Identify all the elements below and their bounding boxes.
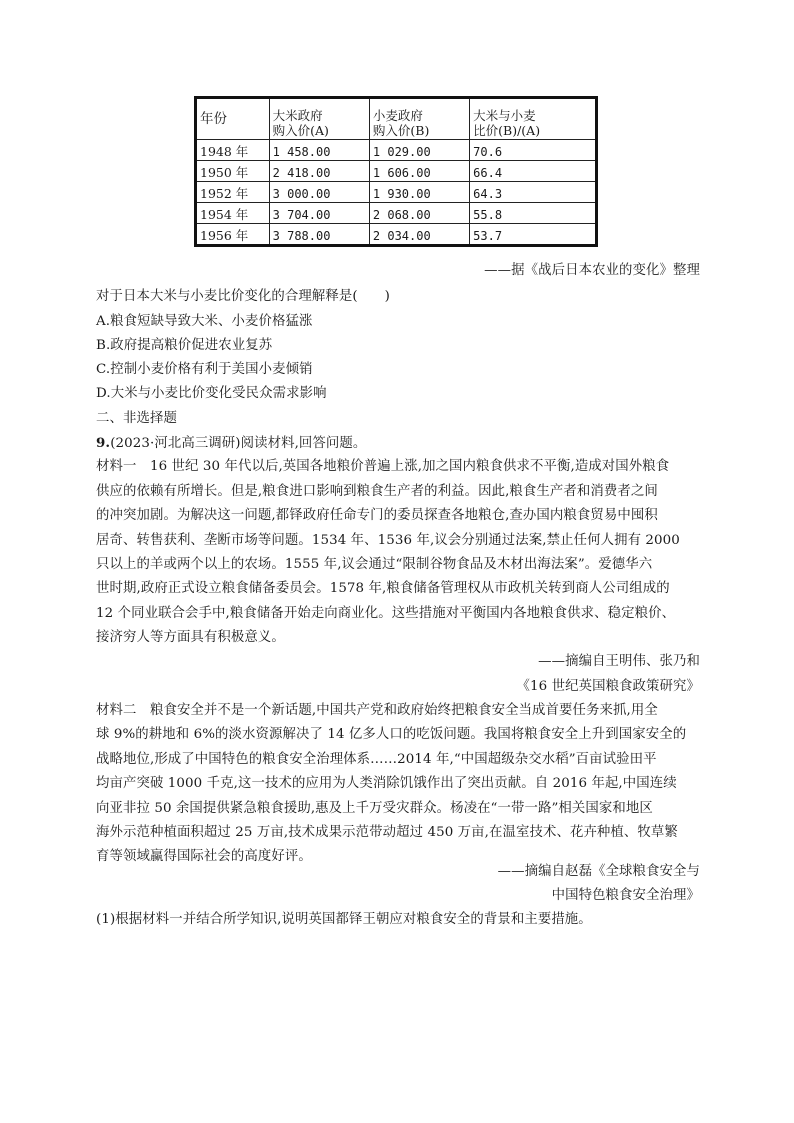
cell-rice: 3 788.00	[269, 224, 369, 246]
header-rice-price: 大米政府 购入价(A)	[269, 98, 369, 140]
table-row	[196, 161, 597, 182]
material1-line: 供应的依赖有所增长。但是,粮食进口影响到粮食生产者的利益。因此,粮食生产者和消费者之间	[96, 484, 658, 499]
cell-wheat: 1 930.00	[369, 182, 469, 203]
cell-year: 1950 年	[196, 161, 270, 182]
table-row	[196, 203, 597, 224]
material2-source-author: ——摘编自赵磊《全球粮食安全与	[497, 864, 700, 879]
material1-line: 世时期,政府正式设立粮食储备委员会。1578 年,粮食储备管理权从市政机关转到商人公司组成的	[96, 581, 670, 596]
material2-line: 育等领域赢得国际社会的高度好评。	[96, 849, 312, 864]
question8-option-d: D.大米与小麦比价变化受民众需求影响	[96, 386, 327, 401]
table-row	[196, 182, 597, 203]
cell-wheat: 2 034.00	[369, 224, 469, 246]
material2-line: 均亩产突破 1000 千克,这一技术的应用为人类消除饥饿作出了突出贡献。自 2016 年起,中国连续	[96, 776, 677, 791]
question9-number: 9.	[96, 435, 111, 451]
material2-line: 材料二 粮食安全并不是一个新话题,中国共产党和政府始终把粮食安全当成首要任务来抓,用全	[96, 703, 658, 718]
material1-source-author: ——摘编自王明伟、张乃和	[538, 654, 700, 669]
material2-line: 海外示范种植面积超过 25 万亩,技术成果示范带动超过 450 万亩,在温室技术、花卉种植、牧草繁	[96, 825, 678, 840]
material2-line: 向亚非拉 50 余国提供紧急粮食援助,惠及上千万受灾群众。杨凌在“一带一路”相关国家和地区	[96, 801, 653, 816]
cell-rice: 3 000.00	[269, 182, 369, 203]
material1-line: 只以上的羊或两个以上的农场。1555 年,议会通过“限制谷物食品及木材出海法案”。爱德华六	[96, 557, 653, 572]
material1-line: 接济穷人等方面具有积极意义。	[96, 630, 285, 645]
cell-wheat: 1 029.00	[369, 140, 469, 161]
question9-header	[96, 431, 700, 457]
cell-ratio: 66.4	[470, 161, 597, 182]
table-row	[196, 140, 597, 161]
question8-option-c: C.控制小麦价格有利于美国小麦倾销	[96, 362, 313, 377]
subquestion-1: (1)根据材料一并结合所学知识,说明英国都铎王朝应对粮食安全的背景和主要措施。	[96, 912, 592, 927]
question8-option-b: B.政府提高粮价促进农业复苏	[96, 338, 273, 353]
question8-option-a: A.粮食短缺导致大米、小麦价格猛涨	[96, 314, 313, 329]
material1-line: 12 个同业联合会手中,粮食储备开始走向商业化。这些措施对平衡国内各地粮食供求、稳定粮价、	[96, 606, 676, 621]
cell-rice: 1 458.00	[269, 140, 369, 161]
header-year: 年份	[196, 98, 270, 140]
cell-wheat: 2 068.00	[369, 203, 469, 224]
cell-ratio: 64.3	[470, 182, 597, 203]
cell-year: 1954 年	[196, 203, 270, 224]
table-source: ——据《战后日本农业的变化》整理	[484, 263, 700, 278]
cell-rice: 2 418.00	[269, 161, 369, 182]
price-table	[194, 96, 598, 247]
cell-ratio: 55.8	[470, 203, 597, 224]
section-heading: 二、非选择题	[96, 411, 177, 426]
material2-source-title: 中国特色粮食安全治理》	[551, 888, 700, 903]
cell-year: 1948 年	[196, 140, 270, 161]
header-ratio: 大米与小麦 比价(B)/(A)	[470, 98, 597, 140]
material1-line: 材料一 16 世纪 30 年代以后,英国各地粮价普遍上涨,加之国内粮食供求不平衡,造成对国外粮食	[96, 459, 670, 474]
material1-line: 的冲突加剧。为解决这一问题,都铎政府任命专门的委员探查各地粮仓,查办国内粮食贸易中囤积	[96, 508, 658, 523]
cell-year: 1956 年	[196, 224, 270, 246]
cell-wheat: 1 606.00	[369, 161, 469, 182]
material2-line: 球 9%的耕地和 6%的淡水资源解决了 14 亿多人口的吃饭问题。我国将粮食安全上升到国家安全的	[96, 727, 687, 742]
cell-ratio: 53.7	[470, 224, 597, 246]
cell-ratio: 70.6	[470, 140, 597, 161]
table-row	[196, 224, 597, 246]
question8-stem: 对于日本大米与小麦比价变化的合理解释是( )	[96, 289, 390, 304]
material1-source-title: 《16 世纪英国粮食政策研究》	[516, 679, 700, 694]
question9-intro: (2023·河北高三调研)阅读材料,回答问题。	[110, 436, 367, 451]
material1-line: 居奇、转售获利、垄断市场等问题。1534 年、1536 年,议会分别通过法案,禁止任何人拥有 2000	[96, 533, 680, 548]
table-header-row	[196, 98, 597, 140]
cell-rice: 3 704.00	[269, 203, 369, 224]
material2-line: 战略地位,形成了中国特色的粮食安全治理体系……2014 年,“中国超级杂交水稻”百亩试验田平	[96, 752, 657, 767]
cell-year: 1952 年	[196, 182, 270, 203]
header-wheat-price: 小麦政府 购入价(B)	[369, 98, 469, 140]
